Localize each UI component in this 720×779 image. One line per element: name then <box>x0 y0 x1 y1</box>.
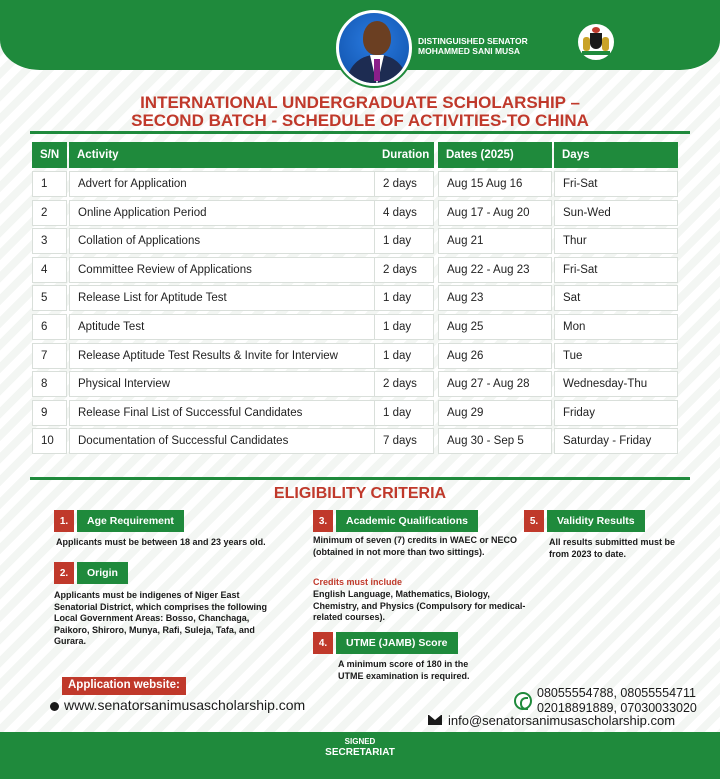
cell-dates: Aug 22 - Aug 23 <box>438 257 552 283</box>
cell-sn: 2 <box>32 200 67 226</box>
cell-activity: Physical Interview <box>69 371 400 397</box>
criterion-age-header <box>54 510 184 532</box>
secretariat-label: SECRETARIAT <box>325 747 395 758</box>
senator-name: DISTINGUISHED SENATOR MOHAMMED SANI MUSA <box>418 36 528 56</box>
cell-days: Mon <box>554 314 678 340</box>
credits-heading: Credits must include <box>313 577 403 587</box>
cell-days: Saturday - Friday <box>554 428 678 454</box>
table-row <box>32 257 678 283</box>
cell-activity: Advert for Application <box>69 171 400 197</box>
mail-icon <box>428 715 442 725</box>
cell-sn: 7 <box>32 343 67 369</box>
cell-days: Fri-Sat <box>554 257 678 283</box>
column-header-activity: Activity <box>69 142 400 168</box>
eligibility-title: ELIGIBILITY CRITERIA <box>273 485 447 502</box>
cell-dates: Aug 25 <box>438 314 552 340</box>
table-row <box>32 428 678 454</box>
divider <box>30 477 690 480</box>
table-row <box>32 285 678 311</box>
cell-activity: Release List for Aptitude Test <box>69 285 400 311</box>
column-header-days: Days <box>554 142 678 168</box>
cell-duration: 2 days <box>374 257 434 283</box>
criterion-utme-header <box>313 632 458 654</box>
criterion-validity-header <box>524 510 645 532</box>
cell-duration: 2 days <box>374 371 434 397</box>
table-header-row <box>32 142 678 168</box>
cell-activity: Committee Review of Applications <box>69 257 400 283</box>
website-label: Application website: <box>62 677 186 695</box>
cell-activity: Documentation of Successful Candidates <box>69 428 400 454</box>
cell-duration: 2 days <box>374 171 434 197</box>
cell-days: Wednesday-Thu <box>554 371 678 397</box>
credits-text: English Language, Mathematics, Biology, Chemistry, and Physics (Compulsory for medical-related courses). <box>313 589 526 622</box>
cell-activity: Release Final List of Successful Candidates <box>69 400 400 426</box>
criterion-academic-header <box>313 510 478 532</box>
criterion-age-text: Applicants must be between 18 and 23 years old. <box>56 537 266 547</box>
criterion-label: Academic Qualifications <box>336 510 478 532</box>
criterion-origin-header <box>54 562 128 584</box>
cell-dates: Aug 23 <box>438 285 552 311</box>
cell-duration: 4 days <box>374 200 434 226</box>
cell-sn: 1 <box>32 171 67 197</box>
signed-label: SIGNED <box>344 737 376 746</box>
cell-dates: Aug 26 <box>438 343 552 369</box>
cell-dates: Aug 15 Aug 16 <box>438 171 552 197</box>
cell-activity: Aptitude Test <box>69 314 400 340</box>
cell-days: Tue <box>554 343 678 369</box>
criterion-utme-text: A minimum score of 180 in the UTME examination is required. <box>338 659 470 681</box>
cell-days: Sun-Wed <box>554 200 678 226</box>
website-link[interactable] <box>50 697 305 713</box>
cell-days: Friday <box>554 400 678 426</box>
cell-activity: Online Application Period <box>69 200 400 226</box>
divider <box>30 131 690 134</box>
criterion-number: 2. <box>54 562 74 584</box>
table-row <box>32 343 678 369</box>
cell-duration: 1 day <box>374 285 434 311</box>
criterion-academic-text: Minimum of seven (7) credits in WAEC or NECO (obtained in not more than two sittings). <box>313 535 518 557</box>
cell-dates: Aug 27 - Aug 28 <box>438 371 552 397</box>
cell-duration: 1 day <box>374 343 434 369</box>
column-header-sn: S/N <box>32 142 67 168</box>
cell-duration: 1 day <box>374 228 434 254</box>
cell-days: Sat <box>554 285 678 311</box>
table-row <box>32 200 678 226</box>
title-line-1: INTERNATIONAL UNDERGRADUATE SCHOLARSHIP – <box>140 93 580 112</box>
criterion-origin-text: Applicants must be indigenes of Niger East Senatorial District, which comprises the following Local Government Areas: Bosso, Chanchaga, Paikoro, Shiroro, Munya, Rafi, Suleja, Tafa, and Gurara. <box>54 590 268 646</box>
phone-line-2: 02018891889, 07030033020 <box>537 701 697 715</box>
cell-days: Thur <box>554 228 678 254</box>
coat-of-arms-icon <box>576 22 616 62</box>
cell-sn: 8 <box>32 371 67 397</box>
table-row <box>32 228 678 254</box>
cell-dates: Aug 17 - Aug 20 <box>438 200 552 226</box>
criterion-label: Validity Results <box>547 510 645 532</box>
cell-duration: 1 day <box>374 400 434 426</box>
title-line-2: SECOND BATCH - SCHEDULE OF ACTIVITIES-TO CHINA <box>131 111 589 130</box>
column-header-dates: Dates (2025) <box>438 142 552 168</box>
phone-numbers <box>537 686 697 716</box>
table-row <box>32 171 678 197</box>
cell-days: Fri-Sat <box>554 171 678 197</box>
email-link[interactable]: info@senatorsanimusascholarship.com <box>448 713 676 728</box>
cell-sn: 6 <box>32 314 67 340</box>
criterion-validity-text: All results submitted must be from 2023 to date. <box>549 537 676 559</box>
cell-dates: Aug 21 <box>438 228 552 254</box>
website-text: www.senatorsanimusascholarship.com <box>64 697 306 713</box>
cell-sn: 4 <box>32 257 67 283</box>
criterion-label: UTME (JAMB) Score <box>336 632 458 654</box>
cell-duration: 1 day <box>374 314 434 340</box>
cell-sn: 9 <box>32 400 67 426</box>
cell-activity: Collation of Applications <box>69 228 400 254</box>
cell-sn: 3 <box>32 228 67 254</box>
criterion-number: 3. <box>313 510 333 532</box>
cell-sn: 10 <box>32 428 67 454</box>
cell-dates: Aug 29 <box>438 400 552 426</box>
table-row <box>32 371 678 397</box>
criterion-label: Age Requirement <box>77 510 184 532</box>
cell-duration: 7 days <box>374 428 434 454</box>
cell-dates: Aug 30 - Sep 5 <box>438 428 552 454</box>
page-title <box>40 94 680 130</box>
senator-portrait <box>336 10 412 86</box>
phone-icon <box>514 692 532 710</box>
criterion-number: 5. <box>524 510 544 532</box>
phone-line-1: 08055554788, 08055554711 <box>537 686 696 700</box>
cell-sn: 5 <box>32 285 67 311</box>
table-row <box>32 314 678 340</box>
table-row <box>32 400 678 426</box>
globe-icon <box>50 702 59 711</box>
cell-activity: Release Aptitude Test Results & Invite for Interview <box>69 343 400 369</box>
criterion-label: Origin <box>77 562 128 584</box>
criterion-number: 4. <box>313 632 333 654</box>
column-header-duration: Duration <box>374 142 434 168</box>
criterion-number: 1. <box>54 510 74 532</box>
